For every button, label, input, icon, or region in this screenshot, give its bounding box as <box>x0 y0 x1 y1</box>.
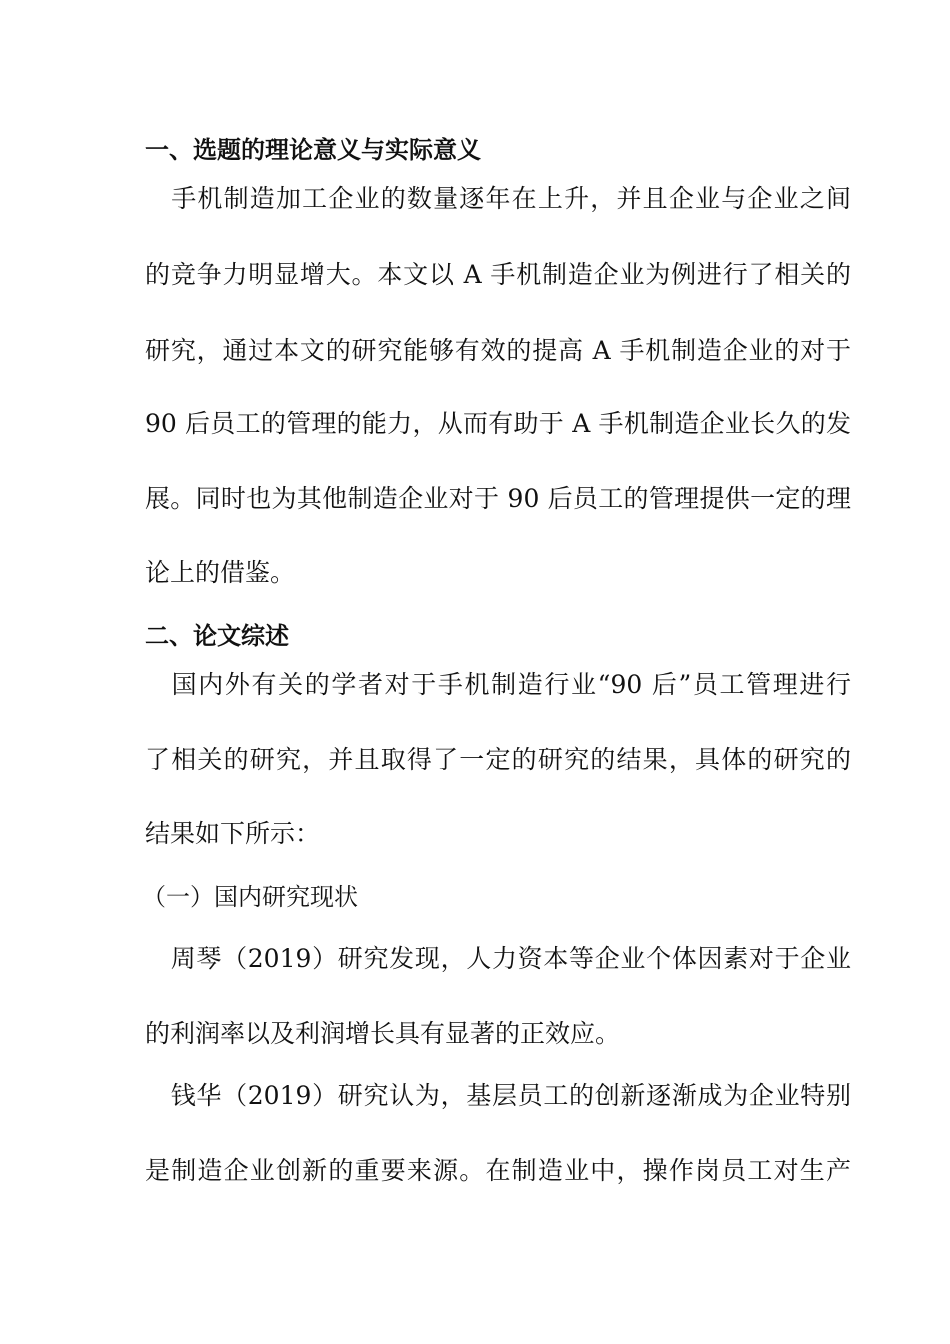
paragraph-line: 周琴（2019）研究发现，人力资本等企业个体因素对于企业 <box>145 944 851 973</box>
paragraph-line: 是制造企业创新的重要来源。在制造业中，操作岗员工对生产 <box>145 1156 851 1185</box>
paragraph-line: 研究，通过本文的研究能够有效的提高 A 手机制造企业的对于 <box>145 336 851 365</box>
paragraph-line: 钱华（2019）研究认为，基层员工的创新逐渐成为企业特别 <box>145 1081 851 1110</box>
paragraph-line: 结果如下所示： <box>145 819 321 848</box>
paragraph-line: 90 后员工的管理的能力，从而有助于 A 手机制造企业长久的发 <box>145 409 851 438</box>
section-heading-1: 一、选题的理论意义与实际意义 <box>145 136 481 164</box>
paragraph-line: 论上的借鉴。 <box>145 558 296 587</box>
paragraph-line: 的竞争力明显增大。本文以 A 手机制造企业为例进行了相关的 <box>145 260 851 289</box>
paragraph-line: 了相关的研究，并且取得了一定的研究的结果，具体的研究的 <box>145 745 851 774</box>
paragraph-line: 展。同时也为其他制造企业对于 90 后员工的管理提供一定的理 <box>145 484 851 513</box>
paragraph-line: 国内外有关的学者对于手机制造行业“90 后”员工管理进行 <box>145 670 851 699</box>
subsection-heading: （一）国内研究现状 <box>142 883 358 911</box>
paragraph-line: 手机制造加工企业的数量逐年在上升，并且企业与企业之间 <box>145 184 851 213</box>
section-heading-2: 二、论文综述 <box>145 622 289 650</box>
paragraph-line: 的利润率以及利润增长具有显著的正效应。 <box>145 1019 621 1048</box>
